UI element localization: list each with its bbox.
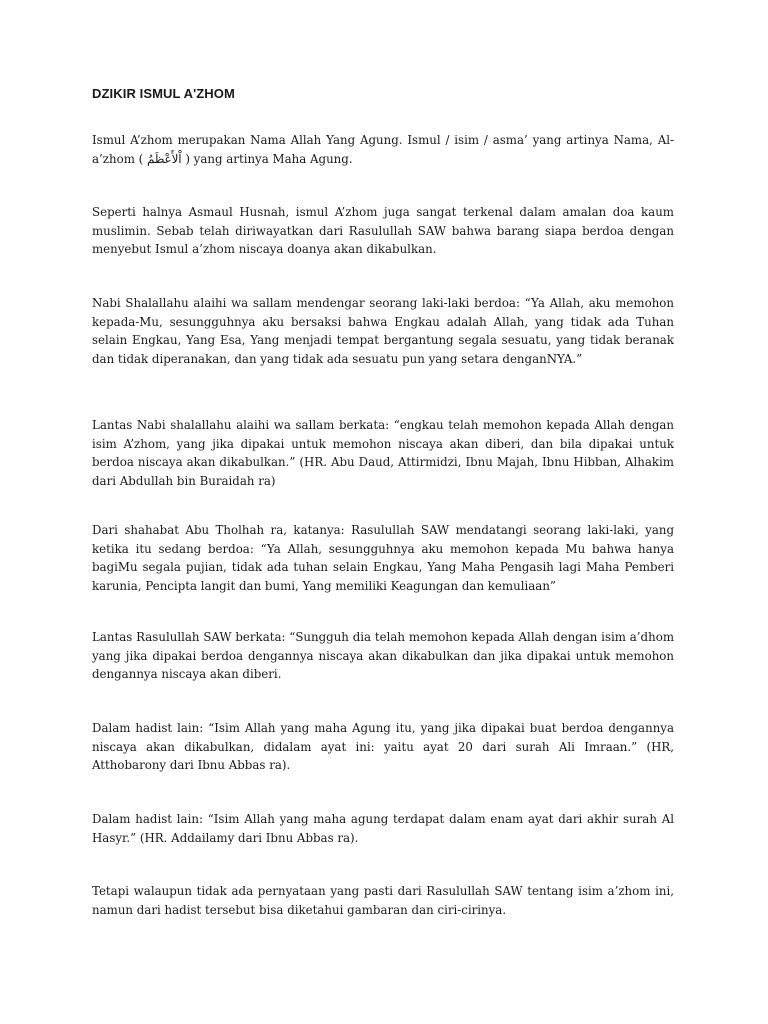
paragraph-kesimpulan: Tetapi walaupun tidak ada pernyataan yang pasti dari Rasulullah SAW tentang isim a’zhom ini, namun dari hadist tersebut bisa diketahui gambaran dan ciri-cirinya. bbox=[92, 884, 674, 917]
paragraph-rasulullah-berkata: Lantas Rasulullah SAW berkata: “Sungguh dia telah memohon kepada Allah dengan isim a’dhom yang jika dipakai berdoa dengannya niscaya akan dikabulkan dan jika dipakai untuk memohon dengannya niscaya akan diberi. bbox=[92, 630, 674, 681]
paragraph-asmaul-husnah: Seperti halnya Asmaul Husnah, ismul A’zhom juga sangat terkenal dalam amalan doa kaum muslimin. Sebab telah diriwayatkan dari Rasulullah SAW bahwa barang siapa berdoa dengan menyebut Ismul a’zhom niscaya doanya akan dikabulkan. bbox=[92, 205, 674, 256]
paragraph-abu-tholhah: Dari shahabat Abu Tholhah ra, katanya: Rasulullah SAW mendatangi seorang laki-laki, yang ketika itu sedang berdoa: “Ya Allah, sesungguhnya aku memohon kepada Mu bahwa hanya bagiMu segala pujian, tidak ada tuhan selain Engkau, Yang Maha Pengasih lagi Maha Pemberi karunia, Pencipta langit dan bumi, Yang memiliki Keagungan dan kemuliaan” bbox=[92, 523, 674, 593]
paragraph-nabi-mendengar: Nabi Shalallahu alaihi wa sallam mendengar seorang laki-laki berdoa: “Ya Allah, aku memohon kepada-Mu, sesungguhnya aku bersaksi bahwa Engkau adalah Allah, yang tidak ada Tuhan selain Engkau, Yang Esa, Yang menjadi tempat bergantung segala sesuatu, yang tidak beranak dan tidak diperanakan, dan yang tidak ada sesuatu pun yang setara denganNYA.” bbox=[92, 296, 674, 366]
paragraph-hadist-ali-imraan: Dalam hadist lain: “Isim Allah yang maha Agung itu, yang jika dipakai buat berdoa dengannya niscaya akan dikabulkan, didalam ayat ini: yaitu ayat 20 dari surah Ali Imraan.” (HR, Atthobarony dari Ibnu Abbas ra). bbox=[92, 721, 674, 772]
paragraph-nabi-berkata: Lantas Nabi shalallahu alaihi wa sallam berkata: “engkau telah memohon kepada Allah dengan isim A’zhom, yang jika dipakai untuk memohon niscaya akan diberi, dan bila dipakai untuk berdoa niscaya akan dikabulkan.” (HR. Abu Daud, Attirmidzi, Ibnu Majah, Ibnu Hibban, Alhakim dari Abdullah bin Buraidah ra) bbox=[92, 418, 674, 488]
document-title: DZIKIR ISMUL A'ZHOM bbox=[92, 86, 235, 101]
paragraph-hadist-al-hasyr: Dalam hadist lain: “Isim Allah yang maha agung terdapat dalam enam ayat dari akhir surah Al Hasyr.” (HR. Addailamy dari Ibnu Abbas ra). bbox=[92, 812, 674, 845]
paragraph-ismul-azhom-definition: Ismul A’zhom merupakan Nama Allah Yang Agung. Ismul / isim / asma’ yang artinya Nama, Al-a’zhom ( اْلأَعْظَمُ ) yang artinya Maha Agung. bbox=[92, 133, 674, 166]
